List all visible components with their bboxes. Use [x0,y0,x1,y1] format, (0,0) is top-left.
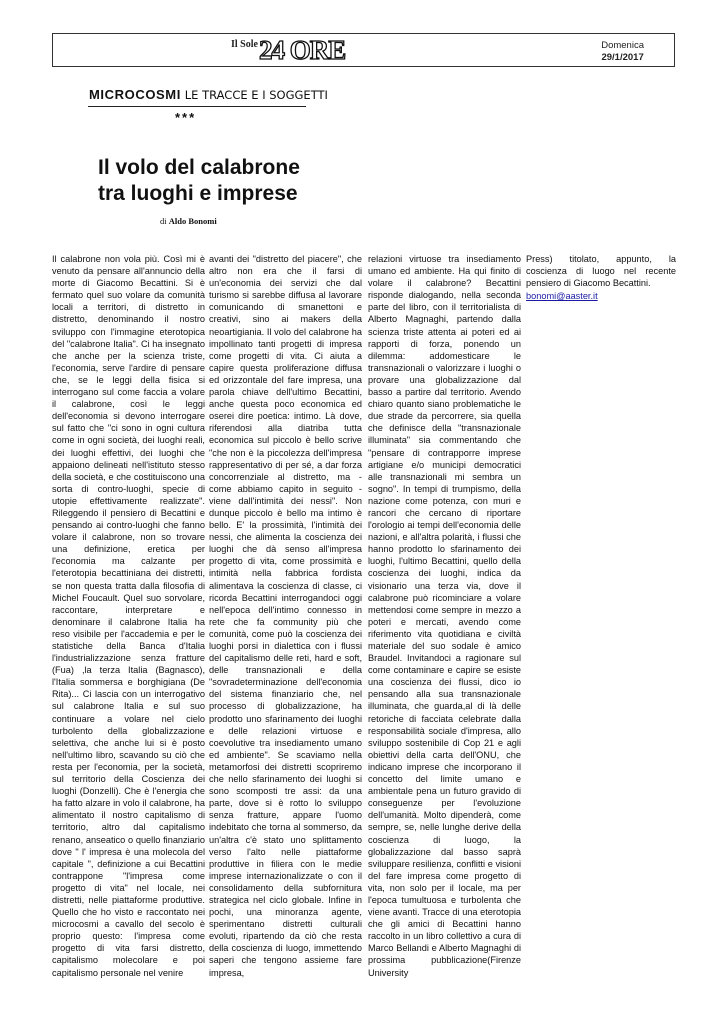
article-byline [160,216,217,226]
column-text: Press) titolato, appunto, la coscienza di luogo nel recente pensiero di Giacomo Becattini. [526,254,676,289]
separator-stars: *** [175,110,197,125]
article-column-3 [368,253,521,993]
author-email-link[interactable]: bonomi@aaster.it [526,291,598,302]
article-column-1 [52,253,205,993]
article-headline [98,155,418,207]
byline-author: Aldo Bonomi [168,216,217,226]
logo-small-text: Il Sole [231,39,258,50]
section-title [89,87,328,102]
publication-date [601,40,644,64]
newspaper-header [52,33,675,67]
article-column-2 [209,253,362,993]
section-divider [88,106,306,107]
logo-big-text: 24 ORE [258,35,346,65]
column-text: avanti dei "distretto del piacere", che altro non era che il farsi di un'economia dei servizi che dal turismo si sarebbe diffusa al lavorare comunicando di smanettoni e creativi, sino ai makers della neoartigiania. Il volo del calabrone ha impollinato tanti progetti di impresa come progetti di vita. Ci aiuta a capire questa proliferazione diffusa ed orizzontale del fare impresa, una parola chiave dell'ultimo Becattini, anche questa poco economica ed oserei dire poetica: intimo. Là dove, riferendosi alla diatriba tutta economica sul piccolo è bello scrive "che non è la piccolezza dell'impresa rappresentativo di per sé, a dar forza concorrenziale al distretto, ma - come abbiamo capito in seguito - viene dall'intimità dei nessi". Non dunque piccolo è bello ma intimo è bello. E' la prossimità, l'intimità dei nessi, che alimenta la coscienza dei luoghi che dà senso all'impresa progetto di vita, come prossimità e intimità nella fabbrica fordista alimentava la coscienza di classe, ci ricorda Becattini interrogandoci oggi nell'epoca dell'intimo connesso in rete che fa community più che comunità, come può la coscienza dei luoghi porsi in dialettica con i flussi del capitalismo delle reti, hard e soft, delle transnazionali e della "sovradeterminazione dell'economia del sistema finanziario che, nel processo di globalizzazione, ha prodotto uno sfarinamento dei luoghi e delle relazioni virtuose e coevolutive tra insediamento umano ed ambiente". Se scaviamo nella metamorfosi dei distretti scopriremo che nello sfarinamento dei luoghi si sono scomposti tre assi: da una parte, dove si è rotto lo sviluppo senza fratture, appare l'uomo indebitato che torna al sommerso, da un'altra c'è stato uno splittamento verso l'alto nelle piattaforme produttive in filiera con le medie imprese internazionalizzate o con il consolidamento della subfornitura strategica nel ciclo globale. Infine in pochi, una minoranza agente, sperimentano distretti culturali evoluti, ripartendo da ciò che resta della coscienza di luogo, immettendo saperi che tengono assieme fare impresa, [209,254,362,978]
section-title-light: LE TRACCE E I SOGGETTI [184,88,328,102]
section-title-bold: MICROCOSMI [89,87,181,102]
headline-line-2: tra luoghi e imprese [98,182,298,205]
headline-line-1: Il volo del calabrone [98,156,300,179]
article-column-4 [526,253,676,993]
column-text: Il calabrone non vola più. Così mi è venuto da pensare all'annuncio della morte di Giacomo Becattini. Si è fermato quel suo volare da comunità locali a territori, di distretto in distretto, denominando il nostro sviluppo con l'immagine eterotopica del "calabrone Italia". Ci ha insegnato che anche per la scienza triste, l'economia, serve l'ardire di pensare che, se le leggi della fisica si interrogano sul come faccia a volare il calabrone, così le leggi dell'economia si devono interrogare sul fatto che "ci sono in ogni cultura come in ogni società, dei luoghi reali, dei luoghi effettivi, dei luoghi che appaiono delineati nell'istituto stesso della società, e che costituiscono una sorta di contro-luoghi, specie di utopie effettivamente realizzate". Rileggendo il pensiero di Becattini e pensando ai contro-luoghi che fanno volare il calabrone, non so trovare una definizione, eretica per l'economia ma calzante per l'eterotopia becattiniana dei distretti, se non questa tratta dalla filosofia di Michel Foucault. Quel suo sorvolare, raccontare, interpretare e denominare il calabrone Italia ha reso visibile per l'accademia e per le statistiche della Banca d'Italia l'industrializzazione senza fratture (Fua) ,la terza Italia (Bagnasco), l'Italia sommersa e borghigiana (De Rita)... Ci lascia con un interrogativo sul calabrone Italia e sul suo continuare a volare nel cielo turbolento della globalizzazione selettiva, che anche lui si è posto nell'ultimo libro, scavando su ciò che resta per l'economia, per la società, sul territorio della Coscienza dei luoghi (Donzelli). Che è l'energia che ha fatto alzare in volo il calabrone, ha alimentato il nostro capitalismo di territorio, altro dal capitalismo renano, anseatico o quello finanziario dove " l' impresa è una molecola del capitale ", definizione a cui Becattini contrappone "l'impresa come progetto di vita" nel locale, nei distretti, nelle piattaforme produttive. Quello che ho visto e raccontato nei microcosmi a cavallo del secolo è proprio questo: l'impresa come progetto di vita farsi distretto, capitalismo molecolare e poi capitalismo personale nel venire [52,254,205,978]
il-sole-24-ore-logo [231,37,345,64]
byline-prefix: di [160,216,167,226]
date-value: 29/1/2017 [601,52,644,63]
date-day: Domenica [601,40,644,51]
column-text: relazioni virtuose tra insediamento umano ed ambiente. Ha qui finito di volare il calabrone? Becattini risponde dialogando, nella seconda parte del libro, con il territorialista di Alberto Magnaghi, partendo dalla scienza triste attenta ai poteri ed ai rapporti di forza, ponendo un dilemma: addomesticare le transnazionali o valorizzare i luoghi o provare una globalizzazione dal basso a partire dal territorio. Avendo chiaro quanto siano problematiche le due strade da percorrere, sia quella che definisce della "transnazionale illuminata" sia commentando che "pensare di contrapporre imprese artigiane e/o municipi democratici alle transnazionali mi sembra un sogno". In tempi di trumpismo, della nazione come potenza, con muri e rancori che cercano di riportare l'orologio ai tempi dell'economia delle nazioni, e all'altra polarità, i flussi che hanno prodotto lo sfarinamento dei luoghi, l'ultimo Becattini, quello della coscienza dei luoghi, indica da visionario una terza via, dove il calabrone può ricominciare a volare mettendosi come sempre in mezzo a poteri e mercati, avendo come riferimento vita quotidiana e civiltà materiale del suo sodale è amico Braudel. Invitandoci a ragionare sul come contaminare e capire se esiste una coscienza dei flussi, dico io pensando alla sua transnazionale illuminata, che guarda,al di là delle retoriche di facciata celebrate dalla responsabilità sociale d'impresa, allo sviluppo sostenibile di Cop 21 e agli obiettivi della carta dell'ONU, che indicano imprese che incorporano il concetto del limite umano e ambientale pena un futuro gravido di conseguenze per l'evoluzione dell'umanità. Molto dipenderà, come sempre, se, nelle lunghe derive della coscienza di luogo, la globalizzazione dal basso saprà sviluppare resilienza, conflitti e visioni del fare impresa come progetto di vita, non solo per il locale, ma per l'epoca tumultuosa e turbolenta che viene avanti. Tracce di una eterotopia che gli amici di Becattini hanno raccolto in un libro collettivo a cura di Marco Bellandi e Alberto Magnaghi di prossima pubblicazione(Firenze University [368,254,521,978]
